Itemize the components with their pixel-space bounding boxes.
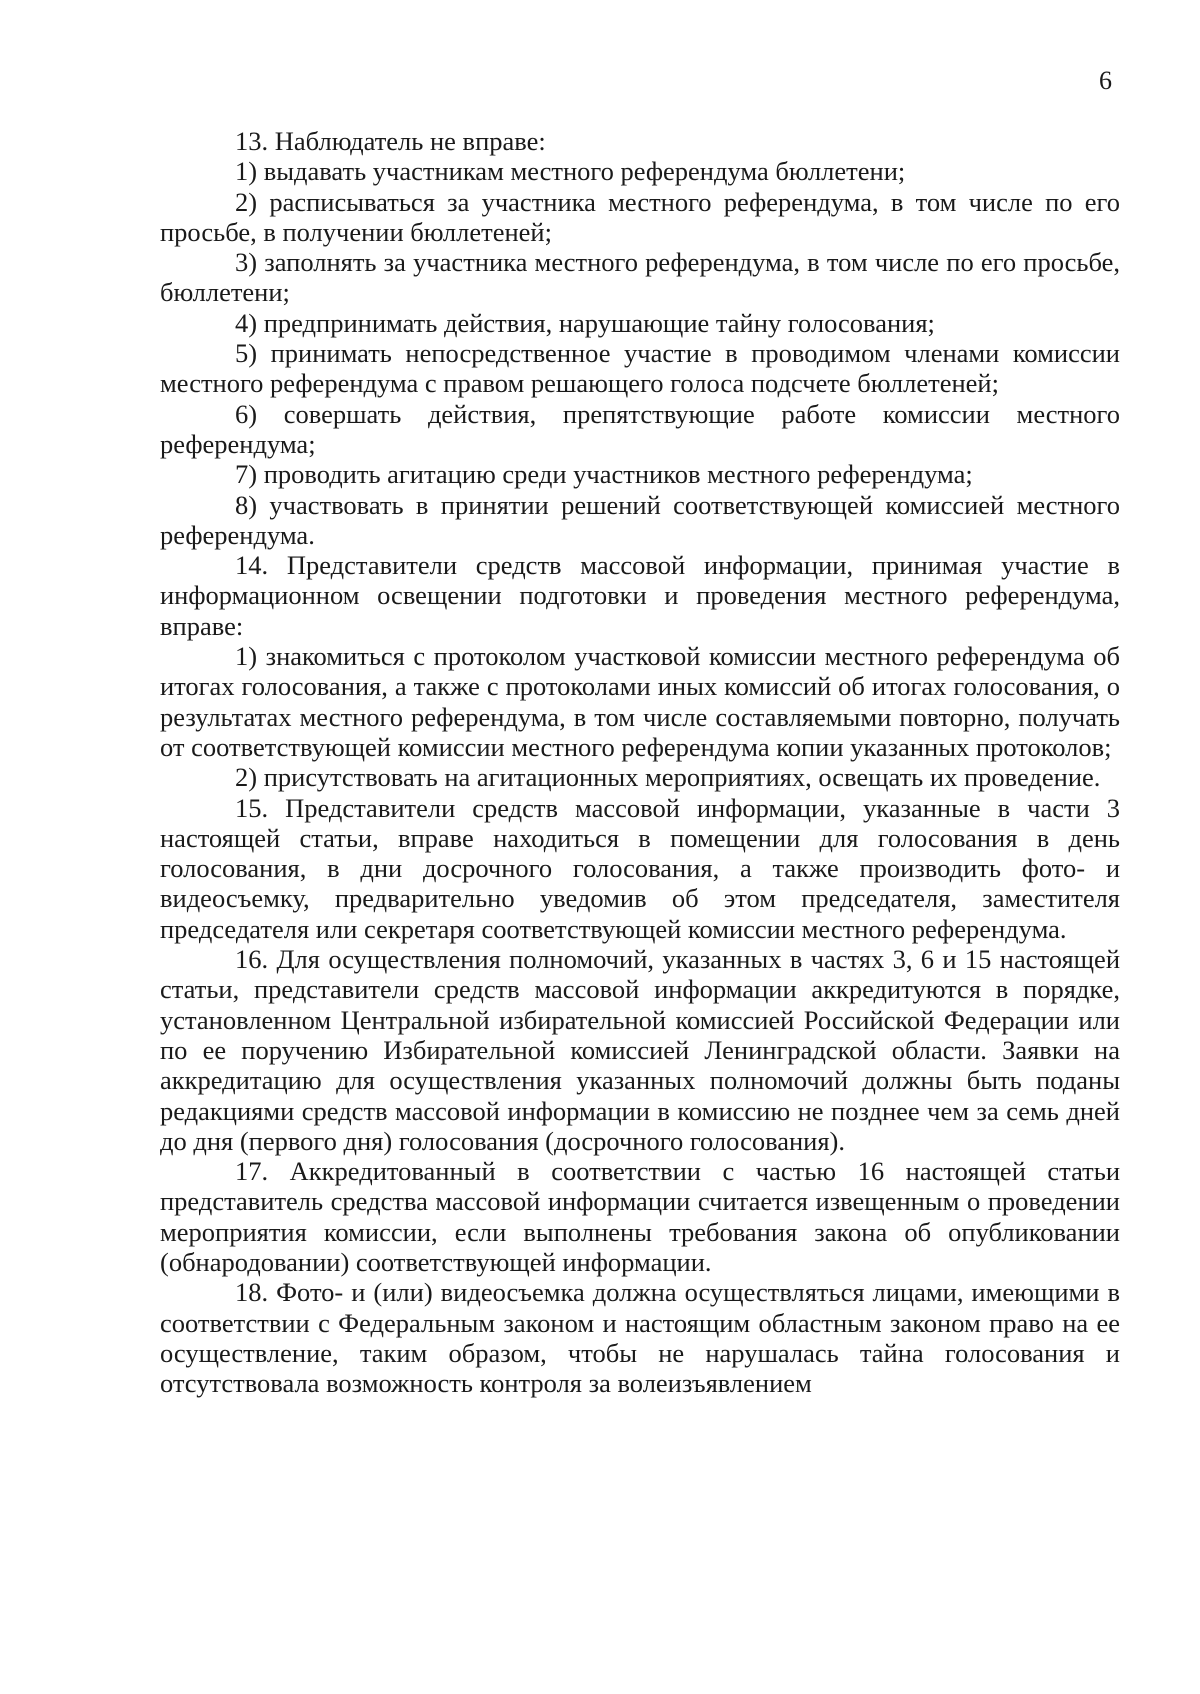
paragraph: 1) знакомиться с протоколом участковой комиссии местного референдума об итогах голосования, а также с протоколами иных комиссий об итогах голосования, о результатах местного референдума, в том числе составляемыми повторно, получать от соответствующей комиссии местного референдума копии указанных протоколов; (160, 641, 1120, 762)
paragraph: 14. Представители средств массовой информации, принимая участие в информационном освещении подготовки и проведения местного референдума, вправе: (160, 550, 1120, 641)
paragraph: 17. Аккредитованный в соответствии с частью 16 настоящей статьи представитель средства массовой информации считается извещенным о проведении мероприятия комиссии, если выполнены требования закона об опубликовании (обнародовании) соответствующей информации. (160, 1156, 1120, 1277)
paragraph: 7) проводить агитацию среди участников местного референдума; (235, 459, 973, 490)
paragraph: 3) заполнять за участника местного референдума, в том числе по его просьбе, бюллетени; (160, 247, 1120, 308)
paragraph: 13. Наблюдатель не вправе: (235, 126, 546, 156)
paragraph: 5) принимать непосредственное участие в проводимом членами комиссии местного референдума с правом решающего голоса подсчете бюллетеней; (160, 338, 1120, 399)
page-number: 6 (1099, 66, 1112, 95)
paragraph: 6) совершать действия, препятствующие работе комиссии местного референдума; (160, 398, 1120, 459)
paragraph: 16. Для осуществления полномочий, указанных в частях 3, 6 и 15 настоящей статьи, представители средств массовой информации аккредитуются в порядке, установленном Центральной избирательной комиссией Российской Федерации или по ее поручению Избирательной комиссией Ленинградской области. Заявки на аккредитацию для осуществления указанных полномочий должны быть поданы редакциями средств массовой информации в комиссию не позднее чем за семь дней до дня (первого дня) голосования (досрочного голосования). (160, 944, 1120, 1156)
paragraph: 15. Представители средств массовой информации, указанные в части 3 настоящей статьи, вправе находиться в помещении для голосования в день голосования, в дни досрочного голосования, а также производить фото- и видеосъемку, предварительно уведомив об этом председателя, заместителя председателя или секретаря соответствующей комиссии местного референдума. (160, 792, 1120, 944)
paragraph: 1) выдавать участникам местного референдума бюллетени; (235, 156, 906, 187)
paragraph: 2) присутствовать на агитационных мероприятиях, освещать их проведение. (235, 762, 1101, 793)
document-body (160, 126, 1120, 1398)
paragraph: 2) расписываться за участника местного референдума, в том числе по его просьбе, в получении бюллетеней; (160, 186, 1120, 247)
paragraph: 8) участвовать в принятии решений соответствующей комиссией местного референдума. (160, 489, 1120, 550)
paragraph: 4) предпринимать действия, нарушающие тайну голосования; (235, 307, 935, 338)
paragraph: 18. Фото- и (или) видеосъемка должна осуществляться лицами, имеющими в соответствии с Федеральным законом и настоящим областным законом право на ее осуществление, таким образом, чтобы не нарушалась тайна голосования и отсутствовала возможность контроля за волеизъявлением (160, 1277, 1120, 1399)
